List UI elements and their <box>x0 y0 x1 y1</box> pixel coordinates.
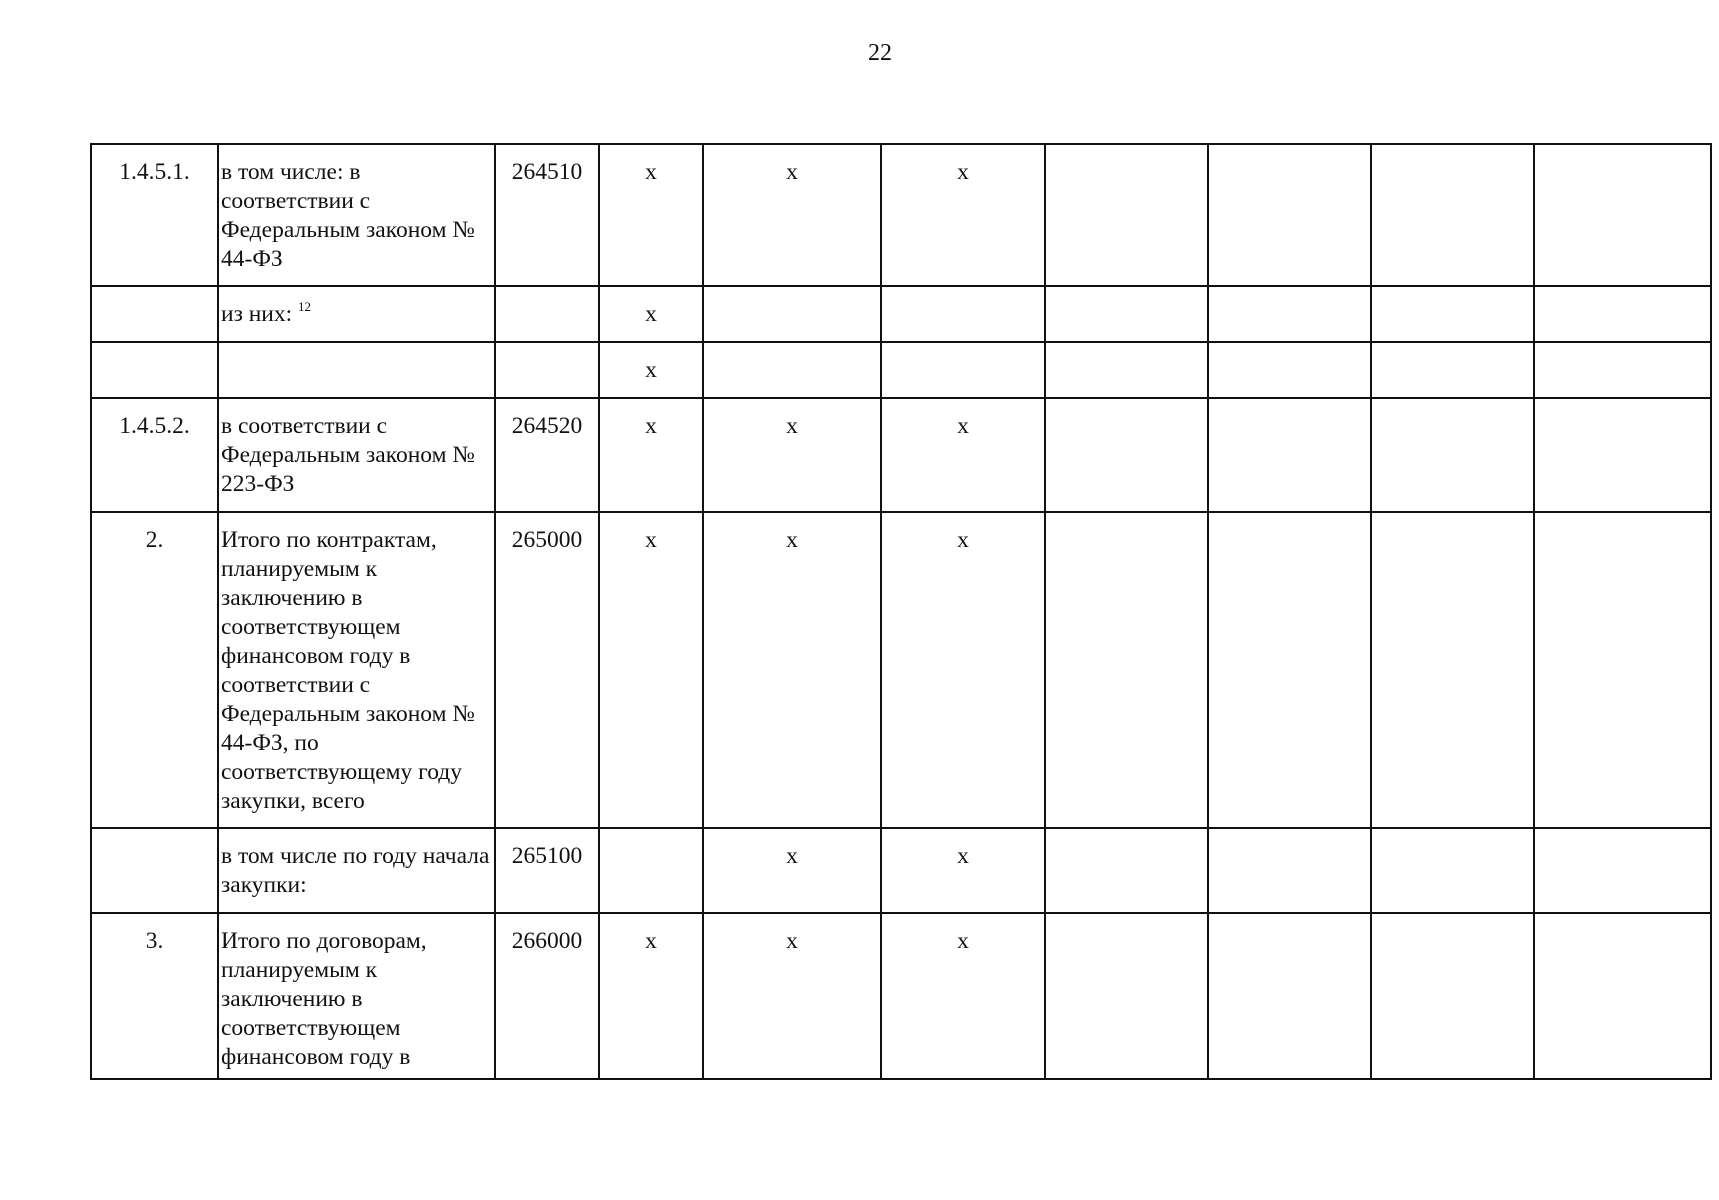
empty-cell <box>1534 342 1711 398</box>
table-row <box>91 342 1711 398</box>
cell-col5 <box>703 342 881 398</box>
row-code: 264520 <box>495 398 599 512</box>
row-name: в том числе: в соответствии с Федеральным законом № 44-ФЗ <box>218 144 495 286</box>
empty-cell <box>1208 342 1371 398</box>
empty-cell <box>1371 144 1534 286</box>
cell-col5: x <box>703 828 881 913</box>
row-number: 2. <box>91 512 218 828</box>
document-table <box>90 143 1712 1080</box>
row-number: 3. <box>91 913 218 1079</box>
empty-cell <box>1045 286 1208 342</box>
row-number <box>91 828 218 913</box>
row-code: 265000 <box>495 512 599 828</box>
row-number: 1.4.5.2. <box>91 398 218 512</box>
table-row <box>91 913 1711 1079</box>
table-row <box>91 144 1711 286</box>
empty-cell <box>1045 342 1208 398</box>
cell-col4: x <box>599 342 703 398</box>
cell-col5: x <box>703 398 881 512</box>
cell-col6: x <box>881 828 1045 913</box>
empty-cell <box>1534 286 1711 342</box>
table-row <box>91 512 1711 828</box>
cell-col4 <box>599 828 703 913</box>
empty-cell <box>1208 913 1371 1079</box>
cell-col5: x <box>703 144 881 286</box>
empty-cell <box>1208 512 1371 828</box>
row-number: 1.4.5.1. <box>91 144 218 286</box>
cell-col4: x <box>599 398 703 512</box>
footnote-marker: 12 <box>298 299 312 314</box>
empty-cell <box>1208 286 1371 342</box>
empty-cell <box>1371 286 1534 342</box>
empty-cell <box>1208 144 1371 286</box>
row-name: в соответствии с Федеральным законом № 223-ФЗ <box>218 398 495 512</box>
table-row <box>91 286 1711 342</box>
cell-col6 <box>881 286 1045 342</box>
empty-cell <box>1371 512 1534 828</box>
row-code: 266000 <box>495 913 599 1079</box>
cell-col4: x <box>599 286 703 342</box>
page-number: 22 <box>868 40 892 66</box>
cell-col6: x <box>881 512 1045 828</box>
empty-cell <box>1534 144 1711 286</box>
empty-cell <box>1534 398 1711 512</box>
empty-cell <box>1371 342 1534 398</box>
table-row <box>91 828 1711 913</box>
empty-cell <box>1045 512 1208 828</box>
row-name: Итого по контрактам, планируемым к заключению в соответствующем финансовом году в соответствии с Федеральным законом № 44-ФЗ, по соответствующему году закупки, всего <box>218 512 495 828</box>
empty-cell <box>1371 398 1534 512</box>
empty-cell <box>1045 398 1208 512</box>
row-code <box>495 286 599 342</box>
cell-col5: x <box>703 913 881 1079</box>
empty-cell <box>1208 398 1371 512</box>
cell-col6: x <box>881 398 1045 512</box>
empty-cell <box>1534 828 1711 913</box>
empty-cell <box>1208 828 1371 913</box>
cell-col6: x <box>881 913 1045 1079</box>
row-number <box>91 286 218 342</box>
empty-cell <box>1371 828 1534 913</box>
empty-cell <box>1045 144 1208 286</box>
row-name <box>218 342 495 398</box>
row-code <box>495 342 599 398</box>
cell-col5 <box>703 286 881 342</box>
cell-col6: x <box>881 144 1045 286</box>
empty-cell <box>1534 913 1711 1079</box>
empty-cell <box>1045 828 1208 913</box>
cell-col4: x <box>599 913 703 1079</box>
cell-col6 <box>881 342 1045 398</box>
cell-col4: x <box>599 144 703 286</box>
empty-cell <box>1534 512 1711 828</box>
row-name: Итого по договорам, планируемым к заключению в соответствующем финансовом году в <box>218 913 495 1079</box>
row-name: в том числе по году начала закупки: <box>218 828 495 913</box>
table-row <box>91 398 1711 512</box>
cell-col5: x <box>703 512 881 828</box>
empty-cell <box>1045 913 1208 1079</box>
cell-col4: x <box>599 512 703 828</box>
row-code: 265100 <box>495 828 599 913</box>
row-number <box>91 342 218 398</box>
empty-cell <box>1371 913 1534 1079</box>
row-code: 264510 <box>495 144 599 286</box>
row-name-text: из них: <box>221 301 293 327</box>
row-name <box>218 286 495 342</box>
